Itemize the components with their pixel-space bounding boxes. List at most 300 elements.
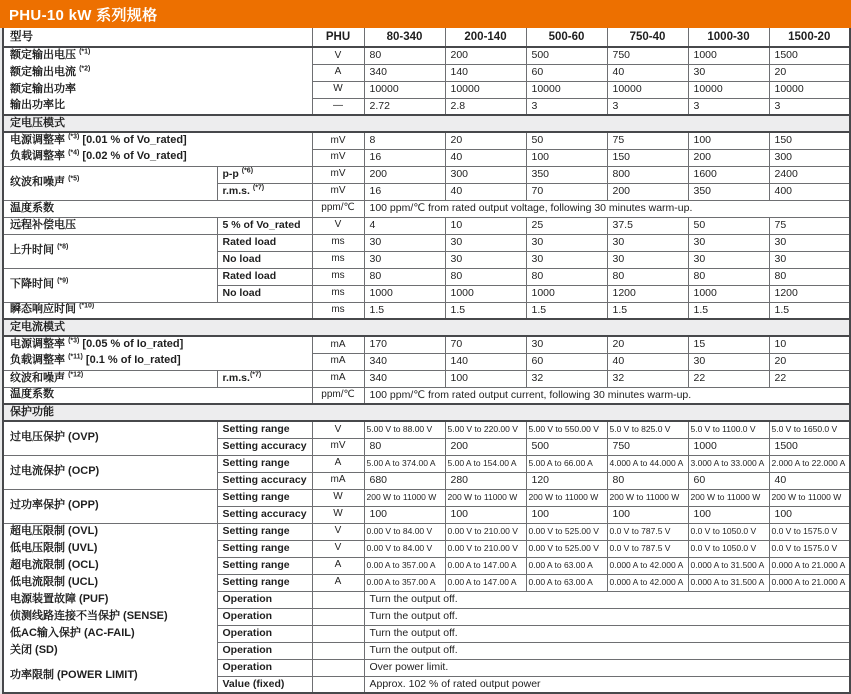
spec-value: 50 (688, 217, 769, 234)
spec-label: 纹波和噪声 $^{(*5)}$ (3, 166, 217, 200)
spec-unit: A (312, 557, 364, 574)
spec-value: 350 (688, 183, 769, 200)
spec-unit: mV (312, 166, 364, 183)
spec-value: 150 (769, 132, 850, 149)
spec-value: 3 (526, 98, 607, 115)
column-header-1000-30: 1000-30 (688, 28, 769, 47)
spec-value: 8 (364, 132, 445, 149)
spec-value: 80 (607, 268, 688, 285)
spec-value: 22 (688, 370, 769, 387)
spec-row (3, 421, 850, 438)
spec-table-body (3, 47, 850, 693)
spec-row (3, 608, 850, 625)
spec-value: 30 (607, 251, 688, 268)
spec-value: 22 (769, 370, 850, 387)
spec-label: 上升时间 $^{(*8)}$ (3, 234, 217, 268)
spec-value: 75 (769, 217, 850, 234)
spec-unit: V (312, 523, 364, 540)
spec-value: 3 (688, 98, 769, 115)
spec-value: 3 (769, 98, 850, 115)
spec-row (3, 336, 850, 353)
spec-value: 80 (607, 472, 688, 489)
spec-value: 0.00 A to 147.00 A (445, 574, 526, 591)
spec-row (3, 81, 850, 98)
spec-value: 30 (364, 234, 445, 251)
spec-value: 4 (364, 217, 445, 234)
spec-value-merged: Turn the output off. (364, 591, 850, 608)
spec-row (3, 353, 850, 370)
spec-value: 10000 (688, 81, 769, 98)
spec-value: 70 (445, 336, 526, 353)
spec-value: 0.000 A to 31.500 A (688, 574, 769, 591)
spec-label: 电源调整率 $^{(*3)}$ [0.05 % of Io_rated] (3, 336, 312, 353)
spec-unit (312, 608, 364, 625)
spec-label: 远程补偿电压 (3, 217, 217, 234)
column-header-phu: PHU (312, 28, 364, 47)
spec-value: 40 (607, 353, 688, 370)
spec-value: 0.00 V to 525.00 V (526, 523, 607, 540)
spec-value: 0.0 V to 1050.0 V (688, 540, 769, 557)
spec-row (3, 217, 850, 234)
spec-value: 100 (364, 506, 445, 523)
spec-value: 40 (445, 183, 526, 200)
spec-unit: ppm/℃ (312, 387, 364, 404)
spec-value-merged: Turn the output off. (364, 608, 850, 625)
spec-row (3, 659, 850, 676)
spec-sublabel: Setting range (217, 489, 312, 506)
spec-sublabel: Setting range (217, 574, 312, 591)
spec-value: 300 (445, 166, 526, 183)
spec-value: 80 (688, 268, 769, 285)
spec-table (2, 28, 851, 694)
spec-value: 0.000 A to 21.000 A (769, 557, 850, 574)
spec-label: 瞬态响应时间 $^{(*10)}$ (3, 302, 312, 319)
spec-row (3, 557, 850, 574)
spec-value: 0.00 A to 63.00 A (526, 574, 607, 591)
spec-unit: mA (312, 472, 364, 489)
spec-sublabel: Setting range (217, 557, 312, 574)
spec-value: 20 (769, 353, 850, 370)
spec-sublabel: Rated load (217, 268, 312, 285)
spec-value: 5.00 A to 374.00 A (364, 455, 445, 472)
spec-value: 400 (769, 183, 850, 200)
spec-label: 负载调整率 $^{(*4)}$ [0.02 % of Vo_rated] (10, 149, 187, 163)
spec-label: 下降时间 $^{(*9)}$ (3, 268, 217, 302)
column-header-200-140: 200-140 (445, 28, 526, 47)
spec-value: 500 (526, 47, 607, 64)
spec-label: 电源调整率 $^{(*3)}$ [0.01 % of Vo_rated] (3, 132, 312, 149)
spec-value: 1000 (364, 285, 445, 302)
spec-value: 10000 (364, 81, 445, 98)
spec-value: 30 (526, 336, 607, 353)
spec-row (3, 64, 850, 81)
spec-unit: mV (312, 132, 364, 149)
spec-row (3, 591, 850, 608)
spec-value: 170 (364, 336, 445, 353)
spec-row (3, 149, 850, 166)
spec-label: 输出功率比 (10, 99, 65, 112)
spec-value: 200 (607, 183, 688, 200)
spec-value: 1000 (688, 47, 769, 64)
spec-row (3, 166, 850, 183)
spec-value: 200 W to 11000 W (688, 489, 769, 506)
spec-value: 500 (526, 438, 607, 455)
spec-unit (312, 659, 364, 676)
spec-row (3, 523, 850, 540)
spec-value: 0.00 V to 210.00 V (445, 540, 526, 557)
spec-value: 150 (607, 149, 688, 166)
spec-value: 0.00 A to 147.00 A (445, 557, 526, 574)
spec-value: 0.000 A to 21.000 A (769, 574, 850, 591)
spec-value: 30 (364, 251, 445, 268)
spec-row (3, 268, 850, 285)
spec-value: 200 W to 11000 W (607, 489, 688, 506)
spec-value: 0.00 A to 357.00 A (364, 574, 445, 591)
spec-value-merged: 100 ppm/℃ from rated output current, following 30 minutes warm-up. (364, 387, 850, 404)
spec-sublabel: Setting accuracy (217, 472, 312, 489)
spec-sublabel: Setting accuracy (217, 438, 312, 455)
spec-value: 16 (364, 183, 445, 200)
spec-value: 0.000 A to 42.000 A (607, 574, 688, 591)
spec-value: 60 (688, 472, 769, 489)
spec-sublabel: Setting range (217, 455, 312, 472)
header-row (3, 28, 850, 47)
spec-row (3, 370, 850, 387)
spec-sublabel: Operation (217, 608, 312, 625)
spec-value: 0.00 V to 210.00 V (445, 523, 526, 540)
spec-value: 100 (445, 506, 526, 523)
spec-value: 2400 (769, 166, 850, 183)
spec-value: 100 (688, 132, 769, 149)
spec-value: 0.00 V to 525.00 V (526, 540, 607, 557)
spec-unit: mA (312, 336, 364, 353)
spec-sublabel: r.m.s. $^{(*7)}$ (217, 183, 312, 200)
spec-sublabel: Operation (217, 642, 312, 659)
spec-sublabel: Setting range (217, 421, 312, 438)
spec-value: 1.5 (526, 302, 607, 319)
spec-label: 过电压保护 (OVP) (3, 421, 217, 455)
spec-unit: ms (312, 302, 364, 319)
spec-value: 30 (526, 251, 607, 268)
spec-unit: ms (312, 285, 364, 302)
spec-value: 100 (445, 370, 526, 387)
spec-unit: mV (312, 183, 364, 200)
series-title-bar (0, 0, 851, 28)
section-row (3, 115, 850, 132)
column-header-750-40: 750-40 (607, 28, 688, 47)
spec-value: 50 (526, 132, 607, 149)
spec-value: 30 (769, 234, 850, 251)
spec-unit: — (312, 98, 364, 115)
spec-value: 680 (364, 472, 445, 489)
spec-row (3, 574, 850, 591)
spec-unit: mA (312, 353, 364, 370)
spec-unit: V (312, 540, 364, 557)
spec-value: 25 (526, 217, 607, 234)
spec-value: 200 W to 11000 W (445, 489, 526, 506)
spec-value: 40 (445, 149, 526, 166)
spec-unit (312, 625, 364, 642)
spec-label: 额定输出电流 $^{(*2)}$ (10, 65, 91, 78)
spec-value: 0.0 V to 787.5 V (607, 523, 688, 540)
spec-label: 功率限制 (POWER LIMIT) (10, 668, 138, 681)
spec-value: 0.00 A to 357.00 A (364, 557, 445, 574)
spec-value: 5.0 V to 1100.0 V (688, 421, 769, 438)
spec-sublabel: r.m.s.$^{(*7)}$ (217, 370, 312, 387)
section-row (3, 319, 850, 336)
spec-sublabel: No load (217, 251, 312, 268)
spec-value: 1600 (688, 166, 769, 183)
spec-label: 额定输出功率 (10, 82, 76, 95)
spec-value: 2.72 (364, 98, 445, 115)
spec-label: 负载调整率 $^{(*11)}$ [0.1 % of Io_rated] (10, 353, 181, 367)
spec-value: 5.00 A to 66.00 A (526, 455, 607, 472)
spec-value: 0.00 V to 84.00 V (364, 540, 445, 557)
spec-value: 30 (688, 353, 769, 370)
spec-unit: V (312, 217, 364, 234)
spec-value: 1.5 (607, 302, 688, 319)
spec-value: 750 (607, 47, 688, 64)
spec-label: 超电流限制 (OCL) (10, 558, 99, 571)
spec-value: 32 (607, 370, 688, 387)
spec-value: 30 (526, 234, 607, 251)
spec-value: 10000 (526, 81, 607, 98)
spec-sublabel: Operation (217, 591, 312, 608)
spec-value: 340 (364, 370, 445, 387)
spec-value-merged: Turn the output off. (364, 642, 850, 659)
spec-unit: mA (312, 370, 364, 387)
spec-label: 低电压限制 (UVL) (10, 541, 98, 554)
spec-value: 100 (526, 149, 607, 166)
spec-value: 70 (526, 183, 607, 200)
spec-value: 16 (364, 149, 445, 166)
column-header-1500-20: 1500-20 (769, 28, 850, 47)
spec-value: 60 (526, 353, 607, 370)
spec-row (3, 540, 850, 557)
spec-value: 80 (364, 438, 445, 455)
spec-unit: W (312, 489, 364, 506)
spec-value: 200 W to 11000 W (769, 489, 850, 506)
spec-row (3, 625, 850, 642)
spec-label: 关闭 (SD) (10, 643, 58, 656)
spec-value: 350 (526, 166, 607, 183)
spec-unit (312, 591, 364, 608)
spec-sublabel: Setting range (217, 523, 312, 540)
spec-value: 0.000 A to 31.500 A (688, 557, 769, 574)
spec-row (3, 455, 850, 472)
spec-sublabel: Operation (217, 625, 312, 642)
spec-value: 5.00 V to 88.00 V (364, 421, 445, 438)
spec-value: 750 (607, 438, 688, 455)
spec-label: 温度系数 (3, 200, 312, 217)
spec-value: 1.5 (364, 302, 445, 319)
spec-value: 100 (769, 506, 850, 523)
spec-value: 30 (445, 251, 526, 268)
spec-value: 1000 (445, 285, 526, 302)
spec-value: 1.5 (688, 302, 769, 319)
page-title: PHU-10 kW 系列规格 (9, 6, 158, 24)
spec-value: 10000 (607, 81, 688, 98)
spec-value: 5.00 V to 220.00 V (445, 421, 526, 438)
spec-value: 0.0 V to 1050.0 V (688, 523, 769, 540)
column-header-80-340: 80-340 (364, 28, 445, 47)
spec-value: 120 (526, 472, 607, 489)
spec-label: 过电流保护 (OCP) (3, 455, 217, 489)
spec-sublabel: Setting range (217, 540, 312, 557)
spec-value: 0.0 V to 1575.0 V (769, 540, 850, 557)
spec-value: 1.5 (445, 302, 526, 319)
spec-value: 5.00 V to 550.00 V (526, 421, 607, 438)
spec-unit: W (312, 81, 364, 98)
spec-value: 30 (688, 234, 769, 251)
spec-value: 10000 (769, 81, 850, 98)
spec-value: 10 (445, 217, 526, 234)
spec-unit (312, 642, 364, 659)
spec-label: 纹波和噪声 $^{(*12)}$ (3, 370, 217, 387)
spec-unit: mV (312, 438, 364, 455)
spec-value: 32 (526, 370, 607, 387)
spec-row (3, 200, 850, 217)
spec-value: 80 (769, 268, 850, 285)
spec-unit: W (312, 506, 364, 523)
spec-label: 低AC输入保护 (AC-FAIL) (10, 626, 135, 639)
spec-value: 80 (526, 268, 607, 285)
spec-value-merged: Over power limit. (364, 659, 850, 676)
spec-unit (312, 676, 364, 693)
spec-unit: V (312, 421, 364, 438)
spec-value: 200 W to 11000 W (526, 489, 607, 506)
spec-value: 20 (769, 64, 850, 81)
spec-value: 20 (607, 336, 688, 353)
column-header-500-60: 500-60 (526, 28, 607, 47)
spec-unit: A (312, 574, 364, 591)
spec-value: 1000 (688, 438, 769, 455)
spec-label: 过功率保护 (OPP) (3, 489, 217, 523)
spec-value: 30 (445, 234, 526, 251)
spec-label: 电源装置故障 (PUF) (10, 592, 109, 605)
spec-row (3, 387, 850, 404)
spec-sublabel: Value (fixed) (217, 676, 312, 693)
section-title: 定电流模式 (3, 319, 850, 336)
spec-value: 30 (769, 251, 850, 268)
spec-value: 0.000 A to 42.000 A (607, 557, 688, 574)
spec-value: 200 (445, 438, 526, 455)
section-title: 保护功能 (3, 404, 850, 421)
spec-unit: A (312, 455, 364, 472)
spec-value: 5.00 A to 154.00 A (445, 455, 526, 472)
spec-value: 20 (445, 132, 526, 149)
spec-value: 4.000 A to 44.000 A (607, 455, 688, 472)
spec-unit: mV (312, 149, 364, 166)
spec-label: 侦测线路连接不当保护 (SENSE) (10, 609, 168, 622)
spec-value: 1200 (769, 285, 850, 302)
spec-value: 300 (769, 149, 850, 166)
spec-value: 1500 (769, 438, 850, 455)
spec-value: 340 (364, 353, 445, 370)
spec-value: 1000 (688, 285, 769, 302)
spec-label: 超电压限制 (OVL) (3, 523, 217, 540)
spec-value: 200 (364, 166, 445, 183)
spec-row (3, 98, 850, 115)
spec-value-merged: Turn the output off. (364, 625, 850, 642)
spec-sublabel: Setting accuracy (217, 506, 312, 523)
spec-unit: ppm/℃ (312, 200, 364, 217)
spec-sublabel: Operation (217, 659, 312, 676)
spec-value: 5.0 V to 1650.0 V (769, 421, 850, 438)
spec-value: 3.000 A to 33.000 A (688, 455, 769, 472)
spec-value: 2.000 A to 22.000 A (769, 455, 850, 472)
spec-sublabel: No load (217, 285, 312, 302)
spec-value: 100 (688, 506, 769, 523)
spec-value: 0.0 V to 787.5 V (607, 540, 688, 557)
spec-unit: ms (312, 268, 364, 285)
spec-value: 60 (526, 64, 607, 81)
spec-label: 低电流限制 (UCL) (10, 575, 98, 588)
column-header-model: 型号 (3, 28, 312, 47)
spec-row (3, 642, 850, 659)
spec-value: 10000 (445, 81, 526, 98)
spec-value: 40 (769, 472, 850, 489)
spec-unit: ms (312, 251, 364, 268)
spec-value: 1000 (526, 285, 607, 302)
spec-value: 280 (445, 472, 526, 489)
spec-value: 100 (526, 506, 607, 523)
spec-row (3, 47, 850, 64)
spec-label: 额定输出电压 $^{(*1)}$ (10, 48, 91, 62)
spec-sublabel: 5 % of Vo_rated (217, 217, 312, 234)
spec-value: 200 (688, 149, 769, 166)
spec-row (3, 234, 850, 251)
spec-unit: A (312, 64, 364, 81)
spec-value: 80 (445, 268, 526, 285)
spec-row (3, 489, 850, 506)
spec-sublabel: Rated load (217, 234, 312, 251)
spec-value: 1.5 (769, 302, 850, 319)
spec-value: 340 (364, 64, 445, 81)
spec-value: 0.0 V to 1575.0 V (769, 523, 850, 540)
spec-unit: V (312, 47, 364, 64)
spec-value: 10 (769, 336, 850, 353)
spec-value: 80 (364, 47, 445, 64)
spec-sublabel: p-p $^{(*6)}$ (217, 166, 312, 183)
spec-row (3, 302, 850, 319)
spec-value: 5.0 V to 825.0 V (607, 421, 688, 438)
spec-value: 200 (445, 47, 526, 64)
spec-value: 100 (607, 506, 688, 523)
spec-value-merged: Approx. 102 % of rated output power (364, 676, 850, 693)
spec-label: 温度系数 (3, 387, 312, 404)
section-row (3, 404, 850, 421)
spec-value: 15 (688, 336, 769, 353)
spec-value-merged: 100 ppm/℃ from rated output voltage, following 30 minutes warm-up. (364, 200, 850, 217)
spec-value: 140 (445, 64, 526, 81)
spec-value: 30 (688, 251, 769, 268)
spec-value: 40 (607, 64, 688, 81)
spec-value: 0.00 A to 63.00 A (526, 557, 607, 574)
spec-value: 1200 (607, 285, 688, 302)
spec-value: 30 (607, 234, 688, 251)
spec-value: 80 (364, 268, 445, 285)
spec-value: 140 (445, 353, 526, 370)
spec-value: 800 (607, 166, 688, 183)
spec-value: 1500 (769, 47, 850, 64)
spec-value: 200 W to 11000 W (364, 489, 445, 506)
spec-value: 3 (607, 98, 688, 115)
spec-unit: ms (312, 234, 364, 251)
section-title: 定电压模式 (3, 115, 850, 132)
spec-value: 75 (607, 132, 688, 149)
spec-value: 37.5 (607, 217, 688, 234)
